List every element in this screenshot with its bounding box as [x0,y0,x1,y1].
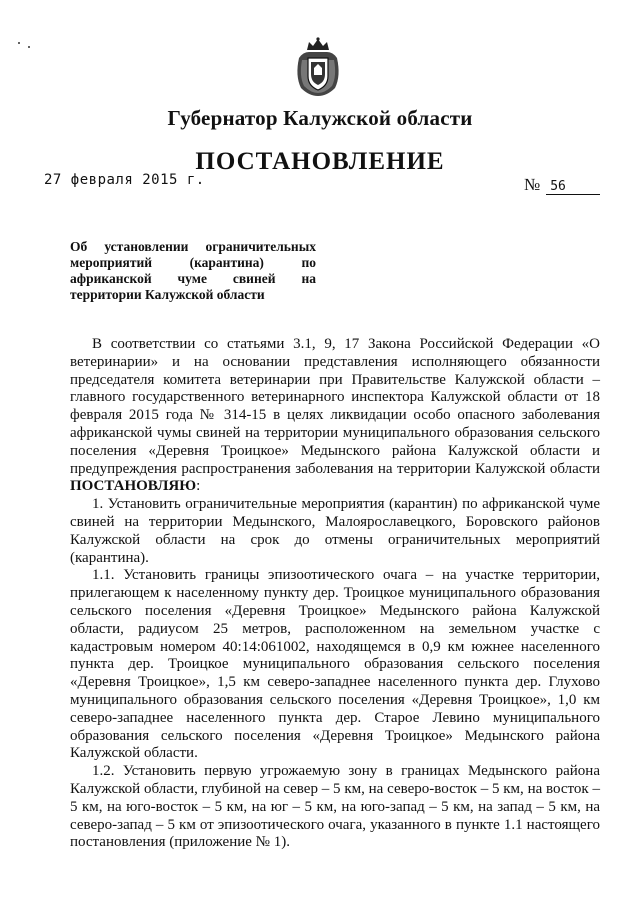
coat-of-arms-icon [293,36,343,98]
clause-1-1: 1.1. Установить границы эпизоотического очага – на участке территории, прилегающем к населенному пункту дер. Троицкое муниципального образования сельского поселения «Деревня Троицкое» Медынского района Калужской области, радиусом 25 метров, расположенном на земельном участке с кадастровым номером 40:14:061002, находящемся в 0,9 км южнее населенного пункта дер. Троицкое муниципального образования сельского поселения «Деревня Троицкое», 1,5 км северо-западнее населенного пункта дер. Глухово муниципального образования сельского поселения «Деревня Троицкое», 1,0 км северо-западнее населенного пункта дер. Старое Левино муниципального образования сельского поселения «Деревня Троицкое» Медынского района Калужской области. [70,567,600,762]
resolve-suffix: : [196,478,201,495]
preamble-paragraph [70,336,600,496]
resolve-word: ПОСТАНОВЛЯЮ [70,478,197,495]
clause-1: 1. Установить ограничительные мероприятия (карантин) по африканской чуме свиней на территории Медынского, Малоярославецкого, Боровского районов Калужской области на срок до отмены ограничительных мероприятий (карантина). [70,496,600,566]
document-date: 27 февраля 2015 г. [44,172,205,188]
number-value: 56 [546,179,600,195]
document-body [70,336,600,852]
clause-1-2: 1.2. Установить первую угрожаемую зону в границах Медынского района Калужской области, глубиной на север – 5 км, на северо-восток – 5 км, на восток – 5 км, на юго-восток – 5 км, на юг – 5 км, на юго-запад – 5 км, на запад – 5 км, на северо-запад – 5 км от эпизоотического очага, указанного в пункте 1.1 настоящего постановления (приложение № 1). [70,763,600,851]
preamble-text: В соответствии со статьями 3.1, 9, 17 Закона Российской Федерации «О ветеринарии» и на основании представления исполняющего обязанности председателя комитета ветеринарии при Правительстве Калужской области – главного государственного ветеринарного инспектора Калужской области от 18 февраля 2015 года № 314-15 в целях ликвидации особо опасного заболевания африканской чумы свиней на территории муниципального образования сельского поселения «Деревня Троицкое» Медынского района Калужской области и предупреждения распространения заболевания на территории Калужской области [70,336,600,477]
document-number [524,175,600,195]
document-subject: Об установлении ограничительных мероприятий (карантина) по африканской чуме свиней на территории Калужской области [70,239,316,302]
number-sign: № [524,175,541,194]
document-type: ПОСТАНОВЛЕНИЕ [195,148,445,175]
page-title: Губернатор Калужской области [167,106,473,130]
